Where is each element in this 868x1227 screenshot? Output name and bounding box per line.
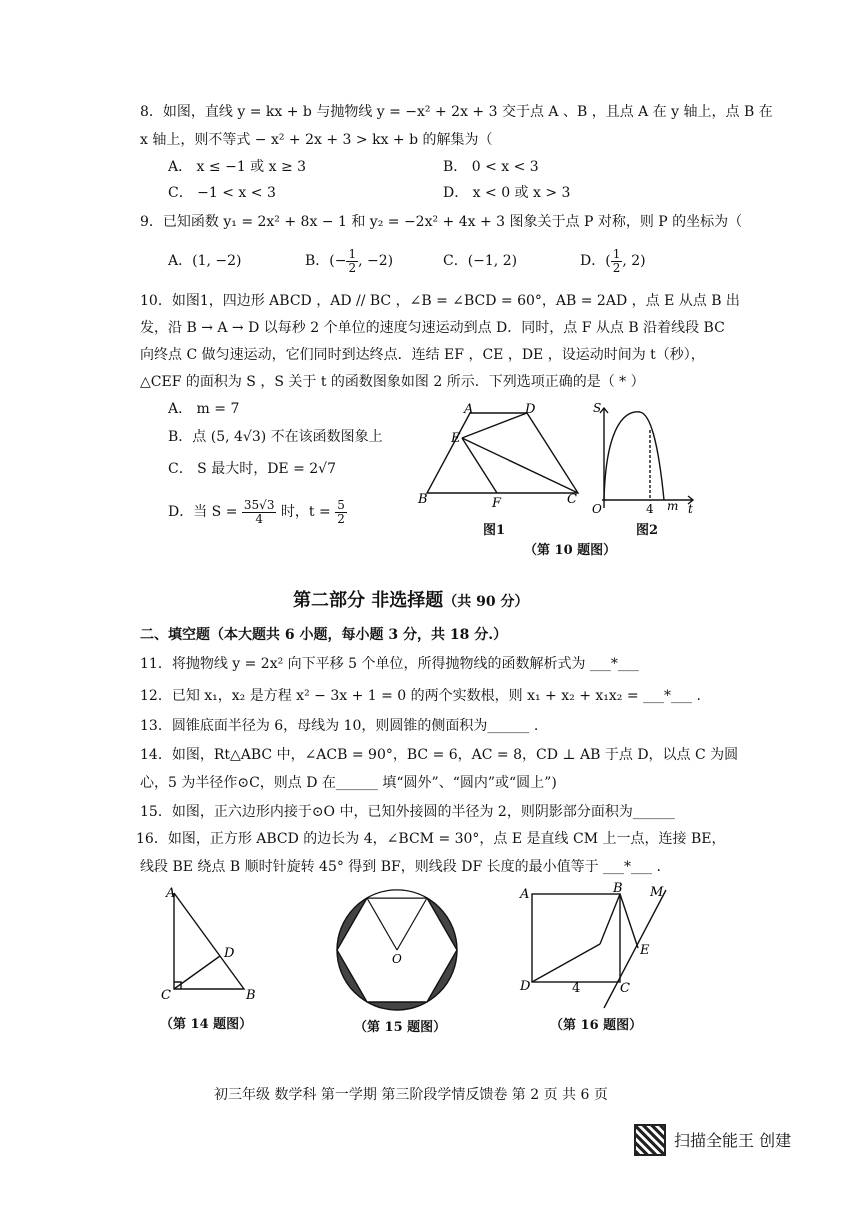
q16-label-d: D: [520, 979, 531, 994]
q13-text: 13．圆锥底面半径为 6，母线为 10，则圆锥的侧面积为______ .: [140, 718, 539, 734]
segment-be: [620, 894, 638, 948]
q14-caption: （第 14 题图）: [160, 1017, 253, 1032]
q16-caption: （第 16 题图）: [550, 1018, 643, 1033]
q10-option-d-fraction-s: [242, 499, 277, 526]
q14-line2: 心，5 为半径作⊙C，则点 D 在______ 填“圆外”、“圆内”或“圆上”): [140, 775, 557, 791]
q8-option-d: D． x < 0 或 x > 3: [443, 185, 571, 201]
q9-option-b-numerator: 1: [348, 246, 357, 261]
fig1-label-e: E: [451, 431, 461, 446]
q9-option-c: C．(−1, 2): [443, 253, 518, 269]
q10-figure-caption: （第 10 题图）: [524, 543, 617, 558]
segment-bf: [600, 894, 620, 944]
area-curve: [604, 412, 664, 500]
fig2-label-m: m: [667, 499, 679, 513]
q9-option-d: [580, 244, 646, 278]
q8-option-b: B． 0 < x < 3: [443, 159, 539, 175]
section2-heading: 二、填空题（本大题共 6 小题，每小题 3 分，共 18 分.）: [140, 627, 508, 643]
q8-option-c: C． −1 < x < 3: [168, 185, 276, 201]
q9-option-b-denominator: 2: [348, 260, 357, 275]
scanner-watermark: 扫描全能王 创建: [674, 1131, 792, 1150]
q10-option-d-t-numerator: 5: [337, 497, 345, 512]
trapezoid-abcd: [427, 413, 578, 493]
q16-label-b: B: [613, 881, 623, 896]
q11-text: 11．将抛物线 y = 2x² 向下平移 5 个单位，所得抛物线的函数解析式为 ___*___: [140, 656, 639, 672]
q10-line4: △CEF 的面积为 S ，S 关于 t 的函数图象如图 2 所示．下列选项正确的是（ * ）: [140, 374, 645, 390]
q10-option-a: A． m = 7: [168, 401, 240, 417]
q14-label-d: D: [224, 946, 235, 961]
fig2-label-o: O: [592, 502, 602, 516]
q10-option-d-t-denominator: 2: [337, 511, 345, 526]
q16-label-m: M: [650, 885, 664, 900]
fig1-label-c: C: [567, 492, 577, 507]
part2-title: 第二部分 非选择题: [293, 590, 444, 611]
q10-line3: 向终点 C 做匀速运动，它们同时到达终点．连结 EF ，CE ，DE ，设运动时间为 t（秒），: [140, 347, 705, 363]
q9-stem: 9．已知函数 y₁ = 2x² + 8x − 1 和 y₂ = −2x² + 4x + 3 图象关于点 P 对称，则 P 的坐标为（: [140, 214, 743, 230]
q16-figure: [516, 880, 676, 1010]
q12-text: 12．已知 x₁，x₂ 是方程 x² − 3x + 1 = 0 的两个实数根，则 x₁ + x₂ + x₁x₂ = ___*___ .: [140, 688, 701, 704]
q15-caption: （第 15 题图）: [354, 1020, 447, 1035]
q9-option-d-numerator: 1: [612, 246, 621, 261]
unshaded-top-segment: [367, 890, 427, 898]
q14-line1: 14．如图，Rt△ABC 中，∠ACB = 90°，BC = 6，AC = 8，CD ⊥ AB 于点 D，以点 C 为圆: [140, 747, 739, 763]
qr-code-icon: [634, 1124, 666, 1156]
q16-label-a: A: [520, 887, 530, 902]
q10-figure1: [415, 402, 585, 511]
q15-figure: [332, 885, 462, 1015]
q14-label-b: B: [246, 988, 256, 1003]
q10-option-d-s-numerator: 35√3: [243, 497, 275, 512]
q15-text: 15．如图，正六边形内接于⊙O 中，已知外接圆的半径为 2，则阴影部分面积为______: [140, 804, 675, 820]
q10-option-d-prefix: D．当 S =: [168, 504, 238, 520]
q10-option-c: C． S 最大时，DE = 2√7: [168, 461, 337, 477]
q15-label-o: O: [392, 952, 402, 966]
q8-option-a: A． x ≤ −1 或 x ≥ 3: [168, 159, 307, 175]
q10-figure2: [588, 400, 698, 515]
line-cm: [604, 890, 666, 1008]
q10-option-d-middle: 时，t =: [280, 504, 331, 520]
q10-fig1-caption: 图1: [483, 523, 506, 538]
q8-line1: 8．如图，直线 y = kx + b 与抛物线 y = −x² + 2x + 3 交于点 A 、B ，且点 A 在 y 轴上，点 B 在: [140, 104, 773, 120]
q16-line1: 16．如图，正方形 ABCD 的边长为 4，∠BCM = 30°，点 E 是直线 CM 上一点，连接 BE，: [136, 831, 726, 847]
q9-option-d-prefix: D．(: [580, 253, 611, 269]
fig2-label-4: 4: [646, 502, 654, 516]
q10-fig2-caption: 图2: [636, 523, 659, 538]
fig2-label-s: S: [593, 401, 602, 415]
fig1-label-d: D: [525, 402, 536, 417]
q8-line2: x 轴上，则不等式 − x² + 2x + 3 > kx + b 的解集为（: [140, 132, 493, 148]
page-footer: 初三年级 数学科 第一学期 第三阶段学情反馈卷 第 2 页 共 6 页: [214, 1087, 608, 1103]
q10-option-d-fraction-t: [335, 499, 347, 526]
q16-label-c: C: [620, 981, 630, 996]
q10-option-d: [168, 494, 347, 530]
q10-line1: 10．如图1，四边形 ABCD ，AD // BC ，∠B = ∠BCD = 60°，AB = 2AD ，点 E 从点 B 出: [140, 293, 740, 309]
q16-line2: 线段 BE 绕点 B 顺时针旋转 45° 得到 BF，则线段 DF 长度的最小值等于 ___*___ .: [140, 859, 661, 875]
q10-line2: 发，沿 B → A → D 以每秒 2 个单位的速度匀速运动到点 D．同时，点 F 从点 B 沿着线段 BC: [140, 320, 725, 336]
q14-figure: [158, 885, 268, 1005]
q14-label-c: C: [161, 988, 171, 1003]
q9-option-d-suffix: , 2): [622, 253, 646, 269]
fig1-label-a: A: [464, 402, 474, 417]
q9-option-b: [305, 244, 393, 278]
q16-label-e: E: [640, 943, 650, 958]
part2-score: （共 90 分）: [443, 594, 529, 610]
q16-label-4: 4: [572, 981, 581, 996]
q10-option-d-s-denominator: 4: [255, 511, 263, 526]
segment-df: [532, 944, 600, 982]
q9-option-a: A．(1, −2): [168, 253, 242, 269]
square-abcd: [532, 894, 620, 982]
q9-option-d-denominator: 2: [612, 260, 621, 275]
q9-option-b-fraction: [346, 248, 358, 275]
fig1-label-f: F: [492, 496, 502, 511]
q14-label-a: A: [166, 886, 176, 901]
q9-option-b-prefix: B．(−: [305, 253, 347, 269]
q9-option-b-suffix: , −2): [358, 253, 394, 269]
part2-heading: [293, 590, 529, 613]
q9-option-d-fraction: [611, 248, 623, 275]
triangle-abc: [174, 893, 244, 989]
q10-option-b: B．点 (5, 4√3) 不在该函数图象上: [168, 429, 383, 445]
fig2-label-t: t: [688, 502, 693, 516]
fig1-label-b: B: [418, 492, 428, 507]
